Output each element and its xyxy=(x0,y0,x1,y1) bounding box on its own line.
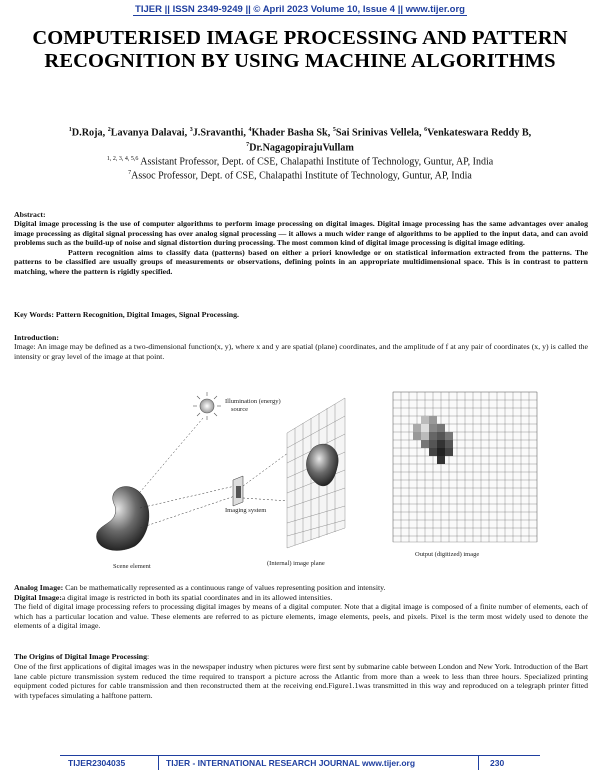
output-image-label: Output (digitized) image xyxy=(415,551,480,558)
image-acquisition-figure xyxy=(75,378,545,578)
analog-image-para: Analog Image: Can be mathematically represented as a continuous range of values representing position and intensity. xyxy=(14,583,386,592)
abstract-heading: Abstract: xyxy=(14,210,46,219)
scene-element-shape xyxy=(97,487,149,551)
internal-plane-label: (Internal) image plane xyxy=(267,560,325,567)
affiliation-2: $^7$Assoc Professor, Dept. of CSE, Chalapathi Institute of Technology, Guntur, AP, India xyxy=(128,170,472,182)
page-footer xyxy=(60,755,540,770)
origins-text: One of the first applications of digital images was in the newspaper industry when pictures were first sent by submarine cable between London and New York. Introduction of the Bart lane cable picture transmission system reduced the time required to transport a picture across the Atlantic from more than a week to less than three hours. Specialized printing equipment coded pictures for cable transmission and then reconstructed them at the receiving end.Figure1.1was transmitted in this way and reproduced on a telegraph printer fitted with typefaces simulating a halftone pattern. xyxy=(14,662,588,700)
affiliation-1: $^{1, 2, 3, 4, 5,6}$ Assistant Professor, Dept. of CSE, Chalapathi Institute of Technology, Guntur, AP, India xyxy=(106,156,494,168)
imaging-system-label: Imaging system xyxy=(225,507,267,514)
field-para: The field of digital image processing refers to processing digital images by means of a digital computer. Note that a digital image is composed of a finite number of elements, each of which has a particular location and value. These elements are referred to as picture elements, image elements, peels, and pixels. Pixel is the term most widely used to denote the elements of a digital image. xyxy=(14,602,588,631)
illumination-source-icon xyxy=(193,392,221,420)
source-label: source xyxy=(231,406,248,413)
page-number: 230 xyxy=(490,758,505,768)
analog-digital-section xyxy=(14,583,588,631)
abstract-body xyxy=(14,219,588,277)
author-list xyxy=(20,124,580,155)
origins-heading: The Origins of Digital Image Processing: xyxy=(14,652,150,661)
scene-element-label: Scene element xyxy=(113,563,151,570)
footer-divider xyxy=(158,756,159,770)
authors-line-2: $^7$Dr.NagagopirajuVullam xyxy=(246,142,354,154)
output-digitized-grid xyxy=(393,392,537,542)
authors-line-1: $^1$D.Roja, $^2$Lavanya Dalavai, $^3$J.Sravanthi, $^4$Khader Basha Sk, $^5$Sai Srinivas Vellela, $^6$Venkateswara Reddy B, xyxy=(68,127,532,139)
introduction-text: Image: An image may be defined as a two-dimensional function(x, y), where x and y are spatial (plane) coordinates, and the amplitude of f at any pair of coordinates (x, y) is called the intensity or gray level of the image at that point. xyxy=(14,342,588,361)
paper-title: COMPUTERISED IMAGE PROCESSING AND PATTERN RECOGNITION BY USING MACHINE ALGORITHMS xyxy=(32,27,568,72)
introduction-heading: Introduction: xyxy=(14,333,59,342)
paper-id: TIJER2304035 xyxy=(68,758,126,768)
digital-image-para: Digital Image:a digital image is restricted in both its spatial coordinates and in its allowed intensities. xyxy=(14,592,333,602)
abstract-paragraph-1: Digital image processing is the use of computer algorithms to perform image processing on digital images. Digital image processing has the same advantages over analog image processing as digital signal processing has over analog signal processing — it allows a much wider range of algorithms to be applied to the input data, and can avoid problems such as the build-up of noise and signal distortion during processing. The most common kind of digital image processing is digital image editing. xyxy=(14,219,588,248)
imaging-system-icon xyxy=(233,476,243,506)
footer-divider xyxy=(478,756,479,770)
keywords: Key Words: Pattern Recognition, Digital Images, Signal Processing. xyxy=(14,310,239,319)
journal-header: TIJER || ISSN 2349-9249 || © April 2023 Volume 10, Issue 4 || www.tijer.org xyxy=(135,4,465,15)
illumination-label: Illumination (energy) xyxy=(225,398,281,405)
footer-journal: TIJER - INTERNATIONAL RESEARCH JOURNAL www.tijer.org xyxy=(166,758,416,768)
abstract-paragraph-2: Pattern recognition aims to classify data (patterns) based on either a priori knowledge or on statistical information extracted from the patterns. The patterns to be classified are usually groups of measurements or observations, defining points in an appropriate multidimensional space. This is in contrast to pattern matching, where the pattern is rigidly specified. xyxy=(14,247,588,276)
